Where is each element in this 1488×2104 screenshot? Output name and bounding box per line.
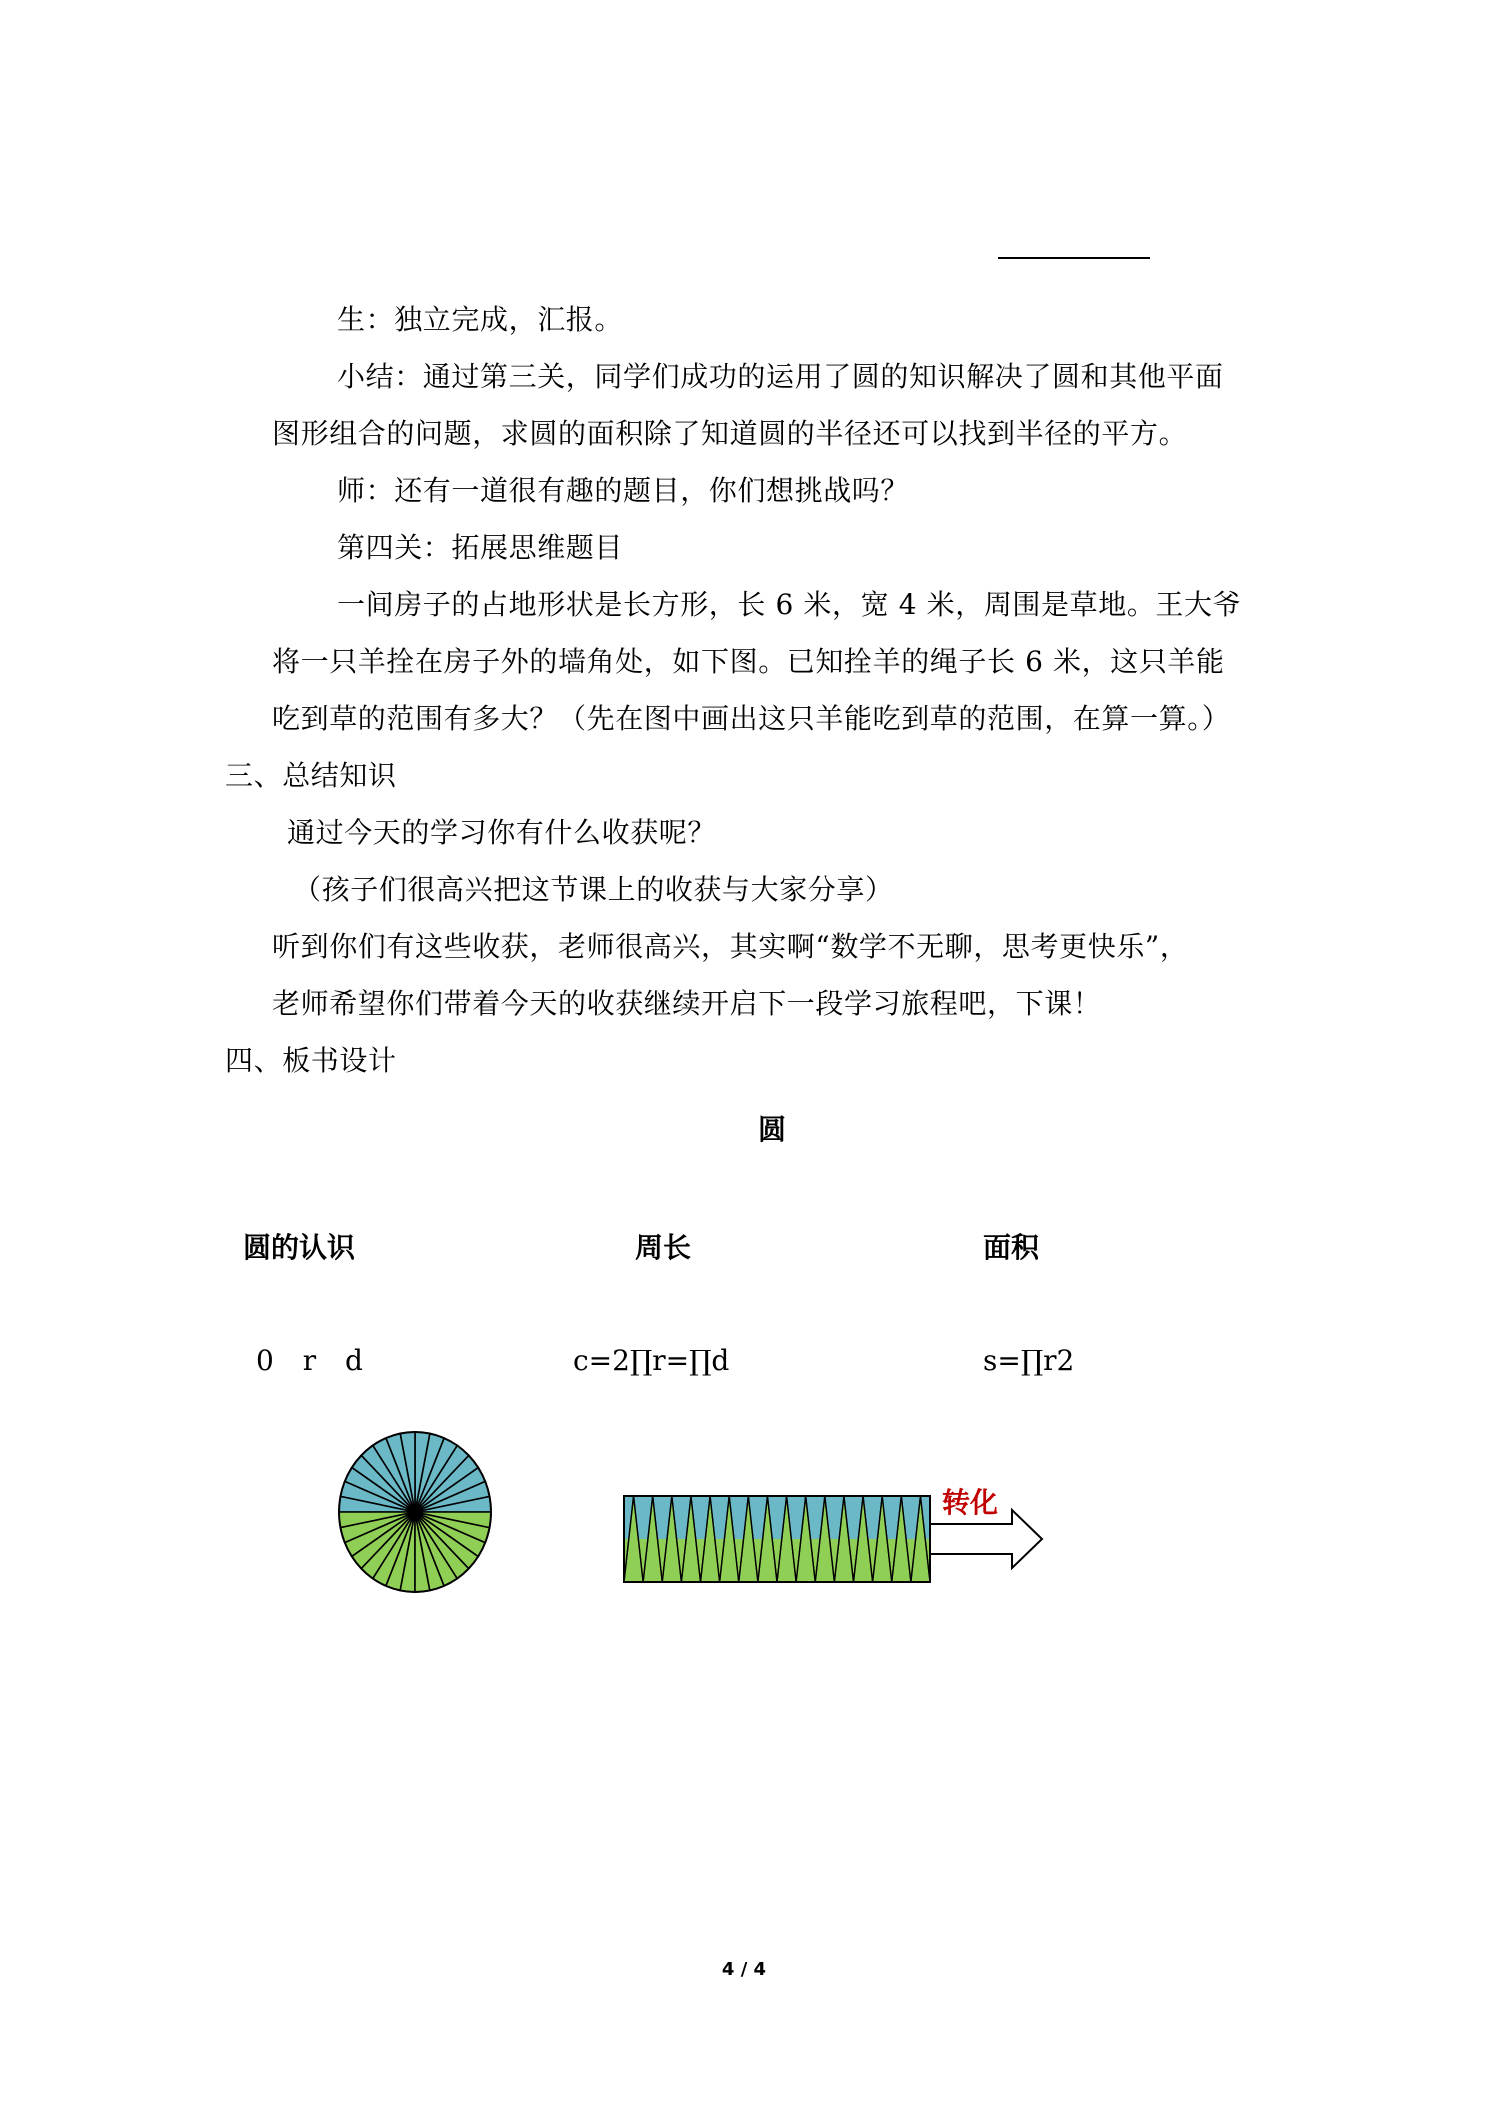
fill-in-blank-line (998, 257, 1150, 259)
rearranged-sectors-diagram (622, 1470, 1042, 1590)
text-line: 通过今天的学习你有什么收获呢？ (287, 816, 717, 849)
text-line: 听到你们有这些收获，老师很高兴，其实啊“数学不无聊，思考更快乐”， (272, 930, 1189, 963)
text-line: 吃到草的范围有多大？（先在图中画出这只羊能吃到草的范围，在算一算。） (272, 702, 1231, 735)
text-line: 第四关：拓展思维题目 (337, 531, 624, 564)
section-heading: 三、总结知识 (225, 759, 397, 792)
board-heading-perimeter: 周长 (635, 1231, 692, 1264)
text-line: 生：独立完成，汇报。 (337, 303, 624, 336)
text-line: 师：还有一道很有趣的题目，你们想挑战吗？ (337, 474, 910, 507)
text-line: 图形组合的问题，求圆的面积除了知道圆的半径还可以找到半径的平方。 (272, 417, 1188, 450)
text-line: （孩子们很高兴把这节课上的收获与大家分享） (293, 873, 894, 906)
board-title: 圆 (758, 1113, 787, 1146)
arrow-label: 转化 (941, 1486, 999, 1519)
section-heading: 四、板书设计 (225, 1044, 397, 1077)
area-formula: s=∏r2 (983, 1344, 1075, 1377)
board-heading-area: 面积 (983, 1231, 1040, 1264)
sectored-circle-diagram (335, 1428, 495, 1596)
text-line: 老师希望你们带着今天的收获继续开启下一段学习旅程吧，下课！ (272, 987, 1102, 1020)
text-line: 一间房子的占地形状是长方形，长 6 米，宽 4 米，周围是草地。王大爷 (337, 588, 1242, 621)
page-number: 4 / 4 (721, 1959, 767, 1980)
text-line: 小结：通过第三关，同学们成功的运用了圆的知识解决了圆和其他平面 (337, 360, 1224, 393)
strip-sectors (624, 1496, 930, 1582)
board-heading-recognition: 圆的认识 (243, 1231, 356, 1264)
perimeter-formula: c=2∏r=∏d (573, 1344, 730, 1377)
circle-terms: 0 r d (256, 1344, 363, 1377)
text-line: 将一只羊拴在房子外的墙角处，如下图。已知拴羊的绳子长 6 米，这只羊能 (272, 645, 1225, 678)
